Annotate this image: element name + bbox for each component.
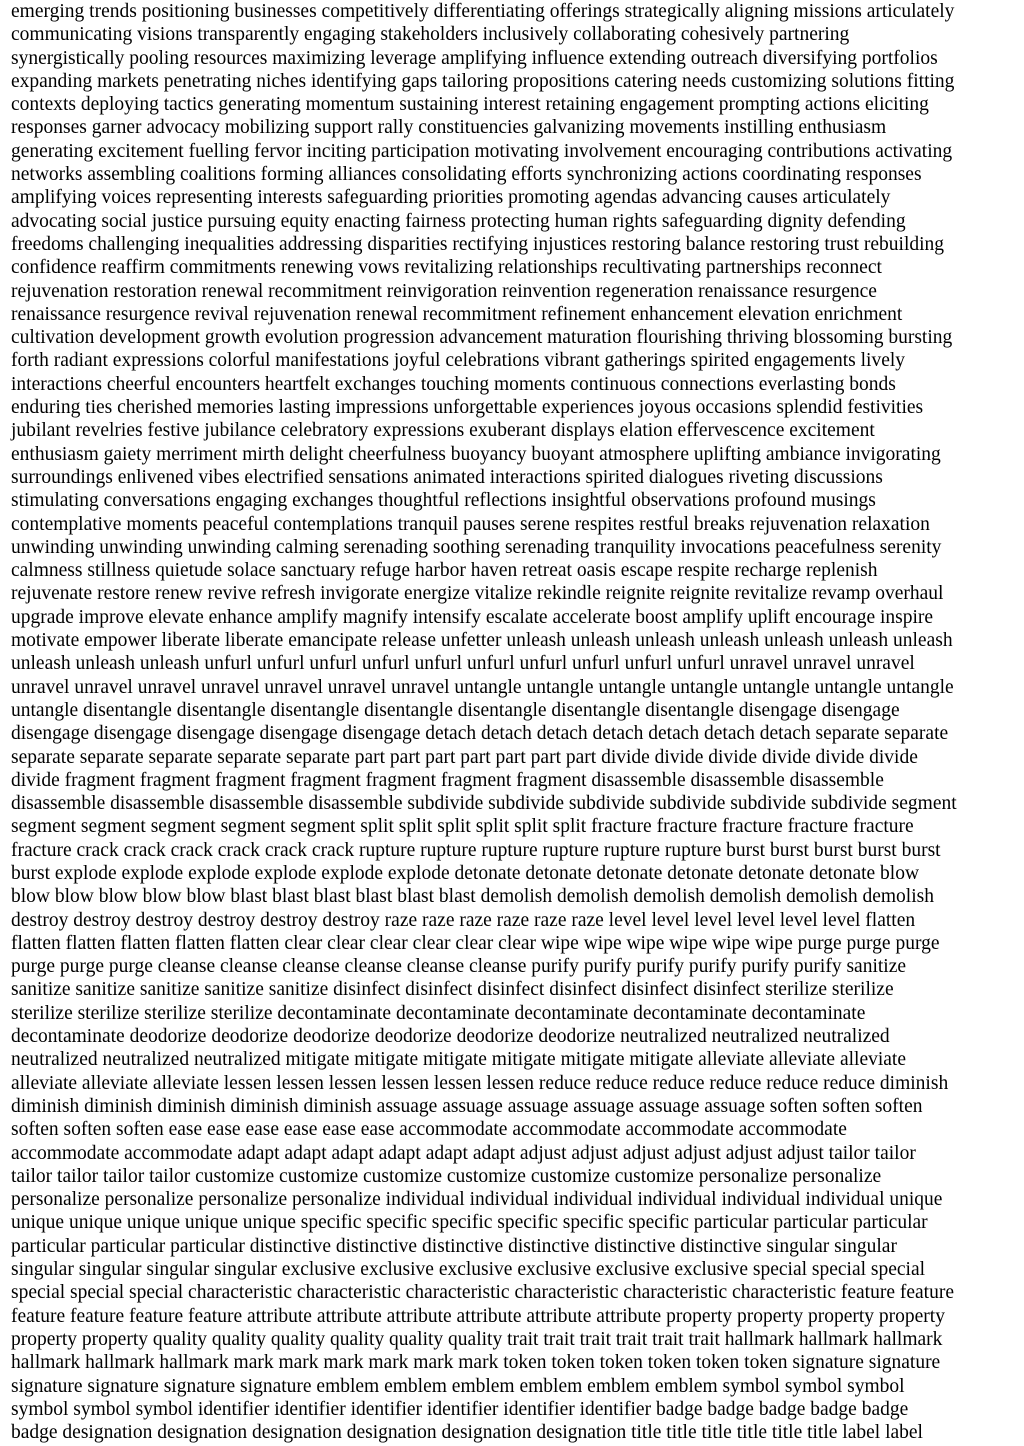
text-line: burst explode explode explode explode explode explode detonate detonate detonate detonate detonate detonate blow (11, 862, 920, 884)
text-line: alleviate alleviate alleviate lessen lessen lessen lessen lessen lessen reduce reduce reduce reduce reduce reduce diminish (11, 1072, 949, 1094)
text-line: accommodate accommodate adapt adapt adapt adapt adapt adapt adjust adjust adjust adjust adjust adjust tailor tailor (11, 1142, 916, 1164)
text-line: destroy destroy destroy destroy destroy destroy raze raze raze raze raze raze level level level level level level flatten (11, 909, 916, 931)
text-line: unwinding unwinding unwinding calming serenading soothing serenading tranquility invocations peacefulness serenity (11, 536, 942, 558)
text-line: hallmark hallmark hallmark mark mark mark mark mark mark token token token token token token signature signature (11, 1352, 941, 1374)
text-line: blow blow blow blow blow blast blast blast blast blast blast demolish demolish demolish demolish demolish demolish (11, 886, 934, 908)
text-line: communicating visions transparently engaging stakeholders inclusively collaborating cohesively partnering (11, 24, 850, 46)
text-line: expanding markets penetrating niches identifying gaps tailoring propositions catering needs customizing solutions fitting (11, 70, 955, 92)
text-line: responses garner advocacy mobilizing support rally constituencies galvanizing movements instilling enthusiasm (11, 117, 887, 139)
text-line: surroundings enlivened vibes electrified sensations animated interactions spirited dialogues riveting discussions (11, 466, 883, 488)
text-line: enduring ties cherished memories lasting impressions unforgettable experiences joyous occasions splendid festivities (11, 397, 924, 419)
text-line: special special special characteristic characteristic characteristic characteristic characteristic characteristic feature feature (11, 1282, 954, 1304)
text-line: contexts deploying tactics generating momentum sustaining interest retaining engagement prompting actions eliciting (11, 94, 929, 116)
text-line: forth radiant expressions colorful manifestations joyful celebrations vibrant gatherings spirited engagements lively (11, 350, 906, 372)
text-line: rejuvenation restoration renewal recommitment reinvigoration reinvention regeneration renaissance resurgence (11, 280, 877, 302)
text-line: stimulating conversations engaging exchanges thoughtful reflections insightful observations profound musings (11, 490, 876, 512)
text-line: segment segment segment segment segment split split split split split split fracture fracture fracture fracture fracture (11, 816, 914, 838)
text-line: personalize personalize personalize personalize individual individual individual individual individual individual unique (11, 1189, 943, 1211)
text-line: particular particular particular distinctive distinctive distinctive distinctive distinctive distinctive singular singular (11, 1235, 897, 1257)
text-line: networks assembling coalitions forming alliances consolidating efforts synchronizing actions coordinating responses (11, 164, 922, 186)
text-line: singular singular singular singular exclusive exclusive exclusive exclusive exclusive exclusive special special special (11, 1259, 926, 1281)
text-line: purge purge purge cleanse cleanse cleanse cleanse cleanse cleanse purify purify purify purify purify purify sanitize (11, 956, 907, 978)
text-line: renaissance resurgence revival rejuvenation renewal recommitment refinement enhancement elevation enrichment (11, 303, 903, 325)
text-line: confidence reaffirm commitments renewing vows revitalizing relationships recultivating partnerships reconnect (11, 257, 882, 279)
text-line: neutralized neutralized neutralized mitigate mitigate mitigate mitigate mitigate mitigate alleviate alleviate alleviate (11, 1049, 906, 1071)
text-line: calmness stillness quietude solace sanctuary refuge harbor haven retreat oasis escape respite recharge replenish (11, 560, 878, 582)
text-line: property property quality quality quality quality quality quality trait trait trait trait trait trait hallmark hallmark hallmark (11, 1328, 943, 1350)
text-line: untangle disentangle disentangle disentangle disentangle disentangle disentangle disentangle disengage disengage (11, 699, 900, 721)
text-line: sterilize sterilize sterilize sterilize decontaminate decontaminate decontaminate decontaminate decontaminate (11, 1002, 866, 1024)
text-line: cultivation development growth evolution progression advancement maturation flourishing thriving blossoming bursting (11, 327, 953, 349)
text-line: upgrade improve elevate enhance amplify magnify intensify escalate accelerate boost amplify uplift encourage inspire (11, 606, 934, 628)
text-line: contemplative moments peaceful contemplations tranquil pauses serene respites restful breaks rejuvenation relaxation (11, 513, 930, 535)
text-line: signature signature signature signature emblem emblem emblem emblem emblem emblem symbol symbol symbol (11, 1375, 905, 1397)
body-text (11, 0, 1016, 1444)
text-line: synergistically pooling resources maximizing leverage amplifying influence extending outreach diversifying portfolios (11, 47, 938, 69)
text-line: flatten flatten flatten flatten flatten clear clear clear clear clear clear wipe wipe wipe wipe wipe wipe purge purge purge (11, 932, 940, 954)
text-line: unleash unleash unleash unfurl unfurl unfurl unfurl unfurl unfurl unfurl unfurl unfurl unfurl unravel unravel unravel (11, 653, 915, 675)
text-line: feature feature feature feature attribute attribute attribute attribute attribute attribute property property property property (11, 1305, 945, 1327)
text-line: advocating social justice pursuing equity enacting fairness protecting human rights safeguarding dignity defending (11, 210, 906, 232)
text-line: decontaminate deodorize deodorize deodorize deodorize deodorize deodorize neutralized neutralized neutralized (11, 1026, 890, 1048)
text-line: interactions cheerful encounters heartfelt exchanges touching moments continuous connections everlasting bonds (11, 373, 896, 395)
text-line: fracture crack crack crack crack crack crack rupture rupture rupture rupture rupture rupture burst burst burst burst burst (11, 839, 941, 861)
text-line: freedoms challenging inequalities addressing disparities rectifying injustices restoring balance restoring trust rebuilding (11, 233, 945, 255)
text-line: emerging trends positioning businesses competitively differentiating offerings strategically aligning missions articulately (11, 1, 955, 22)
text-line: soften soften soften ease ease ease ease ease ease accommodate accommodate accommodate accommodate (11, 1119, 847, 1141)
text-line: disassemble disassemble disassemble disassemble subdivide subdivide subdivide subdivide subdivide subdivide segment (11, 793, 957, 815)
text-line: sanitize sanitize sanitize sanitize sanitize disinfect disinfect disinfect disinfect disinfect disinfect sterilize sterilize (11, 979, 894, 1001)
text-line: divide fragment fragment fragment fragment fragment fragment fragment disassemble disassemble disassemble (11, 769, 884, 791)
text-line: generating excitement fuelling fervor inciting participation motivating involvement encouraging contributions activating (11, 140, 953, 162)
text-line: jubilant revelries festive jubilance celebratory expressions exuberant displays elation effervescence excitement (11, 420, 875, 442)
text-line: disengage disengage disengage disengage disengage detach detach detach detach detach detach detach separate separate (11, 723, 949, 745)
text-line: rejuvenate restore renew revive refresh invigorate energize vitalize rekindle reignite reignite revitalize revamp overhaul (11, 583, 944, 605)
text-line: enthusiasm gaiety merriment mirth delight cheerfulness buoyancy buoyant atmosphere uplifting ambiance invigorating (11, 443, 941, 465)
text-line: separate separate separate separate separate part part part part part part part divide divide divide divide divide divide (11, 746, 918, 768)
text-line: diminish diminish diminish diminish diminish assuage assuage assuage assuage assuage assuage soften soften soften (11, 1095, 923, 1117)
text-line: symbol symbol symbol identifier identifier identifier identifier identifier identifier badge badge badge badge badge (11, 1398, 909, 1420)
text-line: badge designation designation designation designation designation designation title title title title title title label label (11, 1422, 923, 1444)
text-line: unravel unravel unravel unravel unravel unravel unravel untangle untangle untangle untangle untangle untangle untangle (11, 676, 954, 698)
text-line: tailor tailor tailor tailor customize customize customize customize customize customize personalize personalize (11, 1165, 882, 1187)
text-line: amplifying voices representing interests safeguarding priorities promoting agendas advancing causes articulately (11, 187, 891, 209)
text-line: motivate empower liberate liberate emancipate release unfetter unleash unleash unleash unleash unleash unleash unleash (11, 630, 953, 652)
text-line: unique unique unique unique unique specific specific specific specific specific specific particular particular particular (11, 1212, 928, 1234)
